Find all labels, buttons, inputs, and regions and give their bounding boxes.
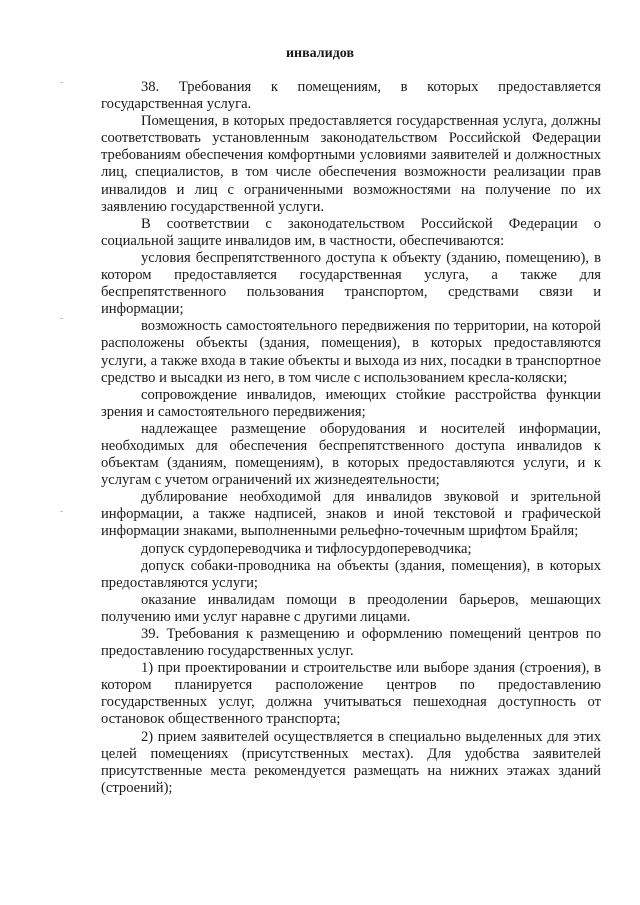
document-body	[101, 79, 601, 797]
paragraph: Помещения, в которых предоставляется государственная услуга, должны соответствовать установленным законодательством Российской Федерации требованиям обеспечения комфортными условиями заявителей и должностных лиц, специалистов, в том числе обеспечения возможности реализации прав инвалидов и лиц с ограниченными возможностями на получение по их заявлению государственной услуги.	[101, 113, 601, 215]
scan-mark	[60, 82, 63, 83]
paragraph: условия беспрепятственного доступа к объекту (зданию, помещению), в котором предоставляется государственная услуга, а также для беспрепятственного пользования транспортом, средствами связи и информации;	[101, 249, 601, 318]
paragraph: надлежащее размещение оборудования и носителей информации, необходимых для обеспечения беспрепятственного доступа инвалидов к объектам (зданиям, помещениям), в которых предоставляются услуги, и к услугам с учетом ограничений их жизнедеятельности;	[101, 420, 601, 489]
paragraph: В соответствии с законодательством Российской Федерации о социальной защите инвалидов им, в частности, обеспечиваются:	[101, 215, 601, 249]
paragraph: возможность самостоятельного передвижения по территории, на которой расположены объекты (здания, помещения), в которых предоставляются услуги, а также входа в такие объекты и выхода из них, посадки в транспортное средство и высадки из него, в том числе с использованием кресла-коляски;	[101, 318, 601, 386]
section-heading: инвалидов	[285, 46, 355, 61]
paragraph: допуск собаки-проводника на объекты (здания, помещения), в которых предоставляются услуги;	[101, 557, 601, 591]
scan-mark	[60, 318, 63, 319]
paragraph: допуск сурдопереводчика и тифлосурдопереводчика;	[141, 540, 472, 557]
paragraph: 2) прием заявителей осуществляется в специально выделенных для этих целей помещениях (присутственных местах). Для удобства заявителей присутственные места рекомендуется размещать на нижних этажах зданий (строений);	[101, 728, 601, 796]
paragraph: 1) при проектировании и строительстве или выборе здания (строения), в котором планируется расположение центров по предоставлению государственных услуг, должна учитываться пешеходная доступность от остановок общественного транспорта;	[101, 660, 601, 728]
paragraph: оказание инвалидам помощи в преодолении барьеров, мешающих получению ими услуг наравне с другими лицами.	[101, 591, 601, 625]
paragraph: 38. Требования к помещениям, в которых предоставляется государственная услуга.	[101, 79, 601, 113]
paragraph: сопровождение инвалидов, имеющих стойкие расстройства функции зрения и самостоятельного передвижения;	[101, 386, 601, 420]
paragraph: 39. Требования к размещению и оформлению помещений центров по предоставлению государственных услуг.	[101, 626, 601, 660]
scan-mark	[60, 511, 63, 512]
paragraph: дублирование необходимой для инвалидов звуковой и зрительной информации, а также надписей, знаков и иной текстовой и графической информации знаками, выполненными рельефно-точечным шрифтом Брайля;	[101, 489, 601, 540]
